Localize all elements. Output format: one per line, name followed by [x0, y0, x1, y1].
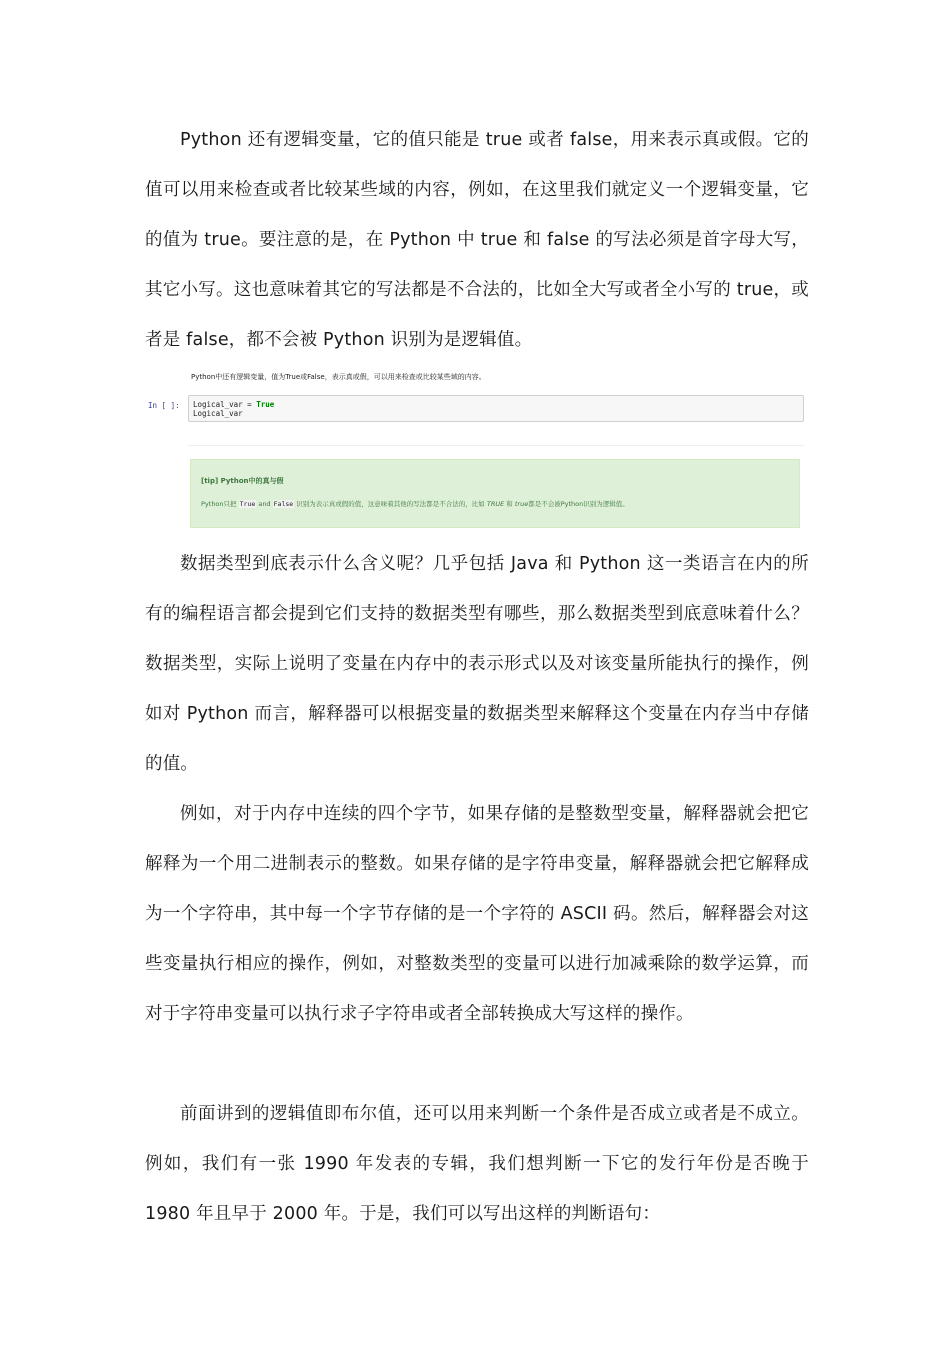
tip-body: [201, 499, 629, 508]
notebook-tip-box: [190, 459, 800, 528]
paragraph-boolean-condition: 前面讲到的逻辑值即布尔值，还可以用来判断一个条件是否成立或者是不成立。例如，我们有一张 1990 年发表的专辑，我们想判断一下它的发行年份是否晚于 1980 年且早于 2000 年。于是，我们可以写出这样的判断语句：: [145, 1104, 809, 1224]
tip-em-lower-true: true: [514, 500, 529, 508]
code-line-1: [193, 400, 799, 409]
tip-em-upper-true: TRUE: [486, 500, 505, 508]
notebook-markdown-text: Python中还有逻辑变量，值为True或False，表示真或假，可以用来检查或比较某些域的内容。: [191, 373, 486, 381]
code-assignment: Logical_var =: [193, 400, 257, 409]
tip-code-false: False: [273, 500, 294, 508]
notebook-cell-divider: [188, 445, 804, 446]
tip-text-2: and: [256, 500, 273, 508]
tip-text-5: 都是不会被Python识别为逻辑值。: [528, 500, 629, 508]
tip-text-3: 识别为表示真或假的值，这意味着其他的写法都是不合法的，比如: [294, 500, 487, 508]
notebook-screenshot: [145, 365, 809, 535]
code-line-2: Logical_var: [193, 409, 243, 418]
paragraph-data-types: 数据类型到底表示什么含义呢？几乎包括 Java 和 Python 这一类语言在内的所有的编程语言都会提到它们支持的数据类型有哪些，那么数据类型到底意味着什么？数据类型，实际上说明了变量在内存中的表示形式以及对该变量所能执行的操作，例如对 Python 而言，解释器可以根据变量的数据类型来解释这个变量在内存当中存储的值。: [145, 554, 809, 774]
notebook-input-prompt: In [ ]:: [148, 401, 180, 410]
paragraph-logical-variables: Python 还有逻辑变量，它的值只能是 true 或者 false，用来表示真或假。它的值可以用来检查或者比较某些域的内容，例如，在这里我们就定义一个逻辑变量，它的值为 true。要注意的是，在 Python 中 true 和 false 的写法必须是首字母大写，其它小写。这也意味着其它的写法都是不合法的，比如全大写或者全小写的 true，或者是 false，都不会被 Python 识别为是逻辑值。: [145, 130, 809, 350]
tip-title: [tip] Python中的真与假: [201, 477, 284, 485]
tip-text-4: 和: [504, 500, 515, 508]
code-keyword-true: True: [256, 400, 275, 409]
paragraph-memory-example: 例如，对于内存中连续的四个字节，如果存储的是整数型变量，解释器就会把它解释为一个用二进制表示的整数。如果存储的是字符串变量，解释器就会把它解释成为一个字符串，其中每一个字节存储的是一个字符的 ASCII 码。然后，解释器会对这些变量执行相应的操作，例如，对整数类型的变量可以进行加减乘除的数学运算，而对于字符串变量可以执行求子字符串或者全部转换成大写这样的操作。: [145, 804, 809, 1024]
tip-code-true: True: [239, 500, 256, 508]
notebook-code-cell: [188, 395, 804, 422]
tip-text-1: Python只把: [201, 500, 239, 508]
